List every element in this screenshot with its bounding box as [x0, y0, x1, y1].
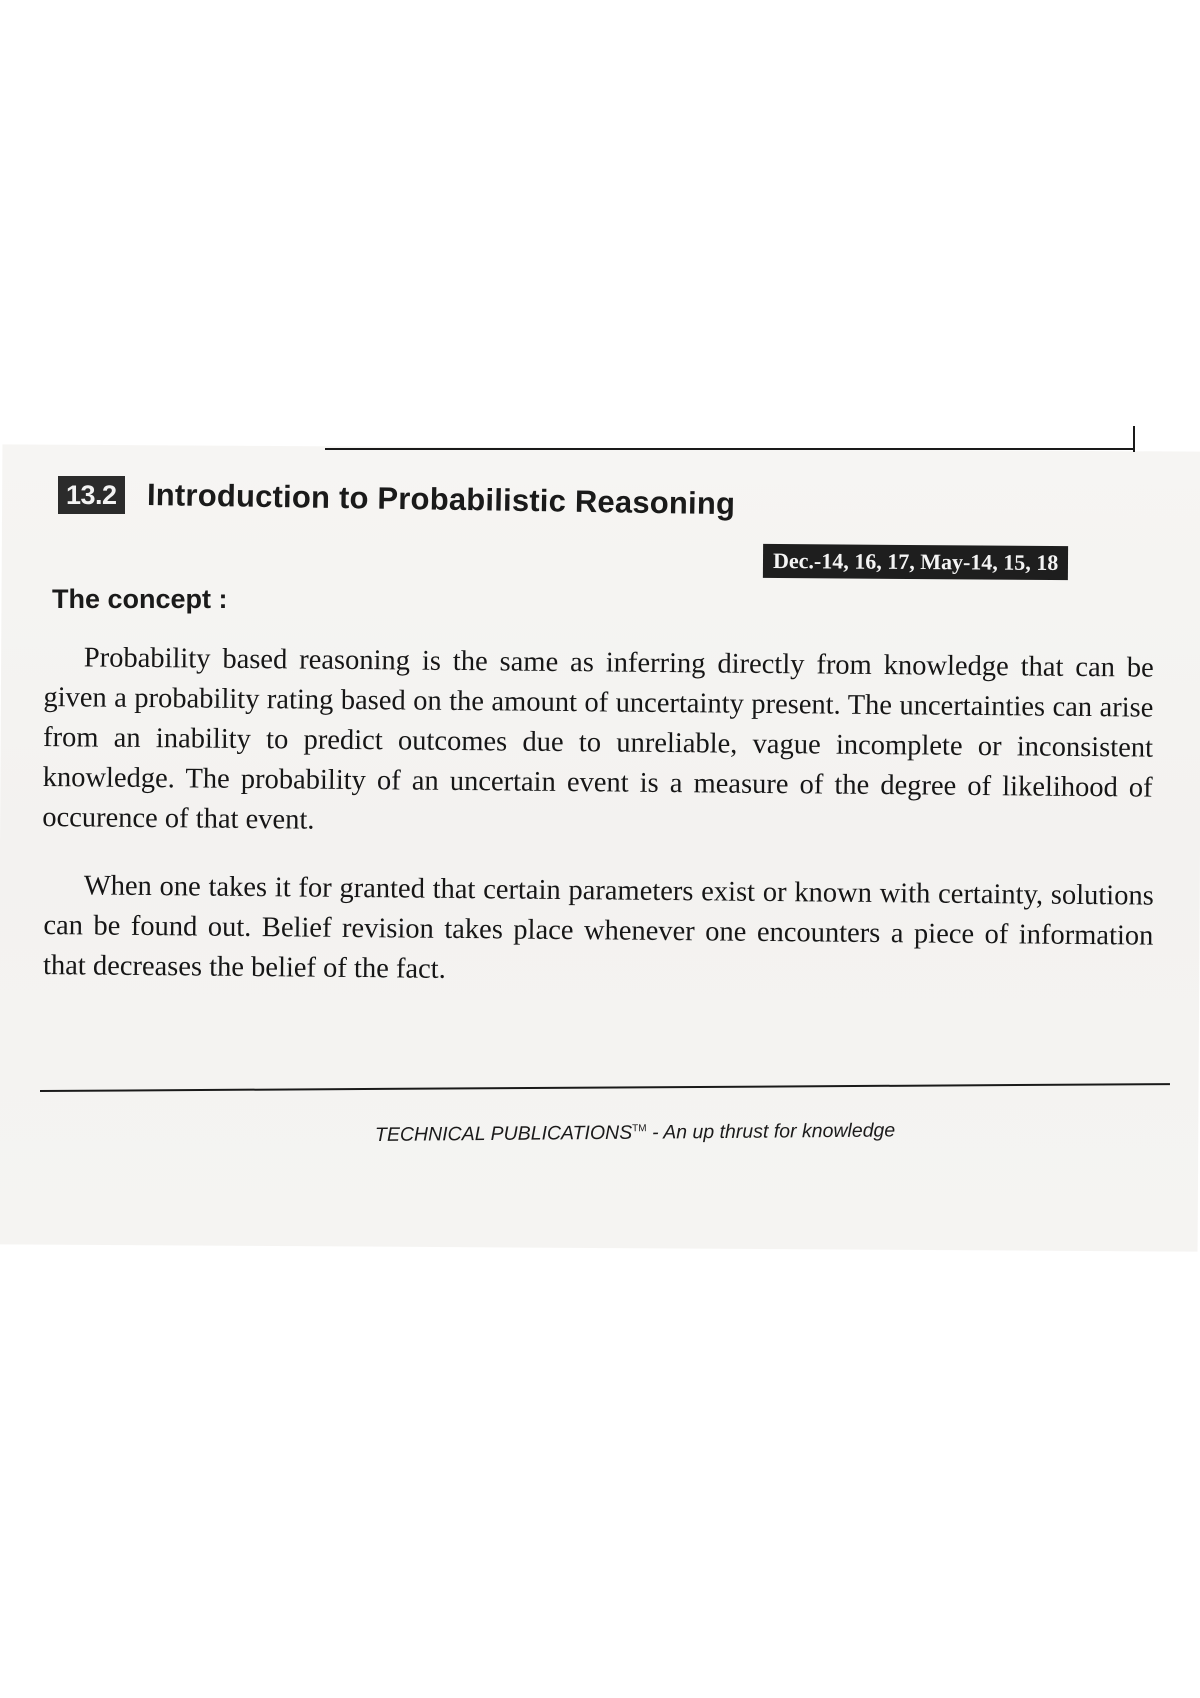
- concept-subheading: The concept :: [52, 584, 228, 614]
- footer-tagline: - An up thrust for knowledge: [646, 1119, 896, 1144]
- page-footer: [375, 1119, 895, 1147]
- section-number: 13.2: [58, 476, 125, 514]
- exam-dates-badge: Dec.-14, 16, 17, May-14, 15, 18: [763, 544, 1069, 580]
- footer-publisher: TECHNICAL PUBLICATIONS: [374, 1121, 633, 1146]
- paragraph-2: When one takes it for granted that certain parameters exist or known with certainty, solutions can be found out. Belief revision takes place whenever one encounters a piece of information that decreases the belief of the fact.: [42, 870, 1154, 985]
- trademark-mark: TM: [632, 1123, 647, 1135]
- paragraph-1: Probability based reasoning is the same as inferring directly from knowledge that can be given a probability rating based on the amount of uncertainty present. The uncertainties can arise from an inability to predict outcomes due to unreliable, vague incomplete or inconsistent knowledge. The probability of an uncertain event is a measure of the degree of likelihood of occurence of that event.: [42, 642, 1154, 836]
- top-rule: [325, 448, 1133, 450]
- section-heading: [58, 476, 735, 522]
- top-rule-end-tick: [1133, 426, 1135, 452]
- section-title: Introduction to Probabilistic Reasoning: [146, 477, 735, 522]
